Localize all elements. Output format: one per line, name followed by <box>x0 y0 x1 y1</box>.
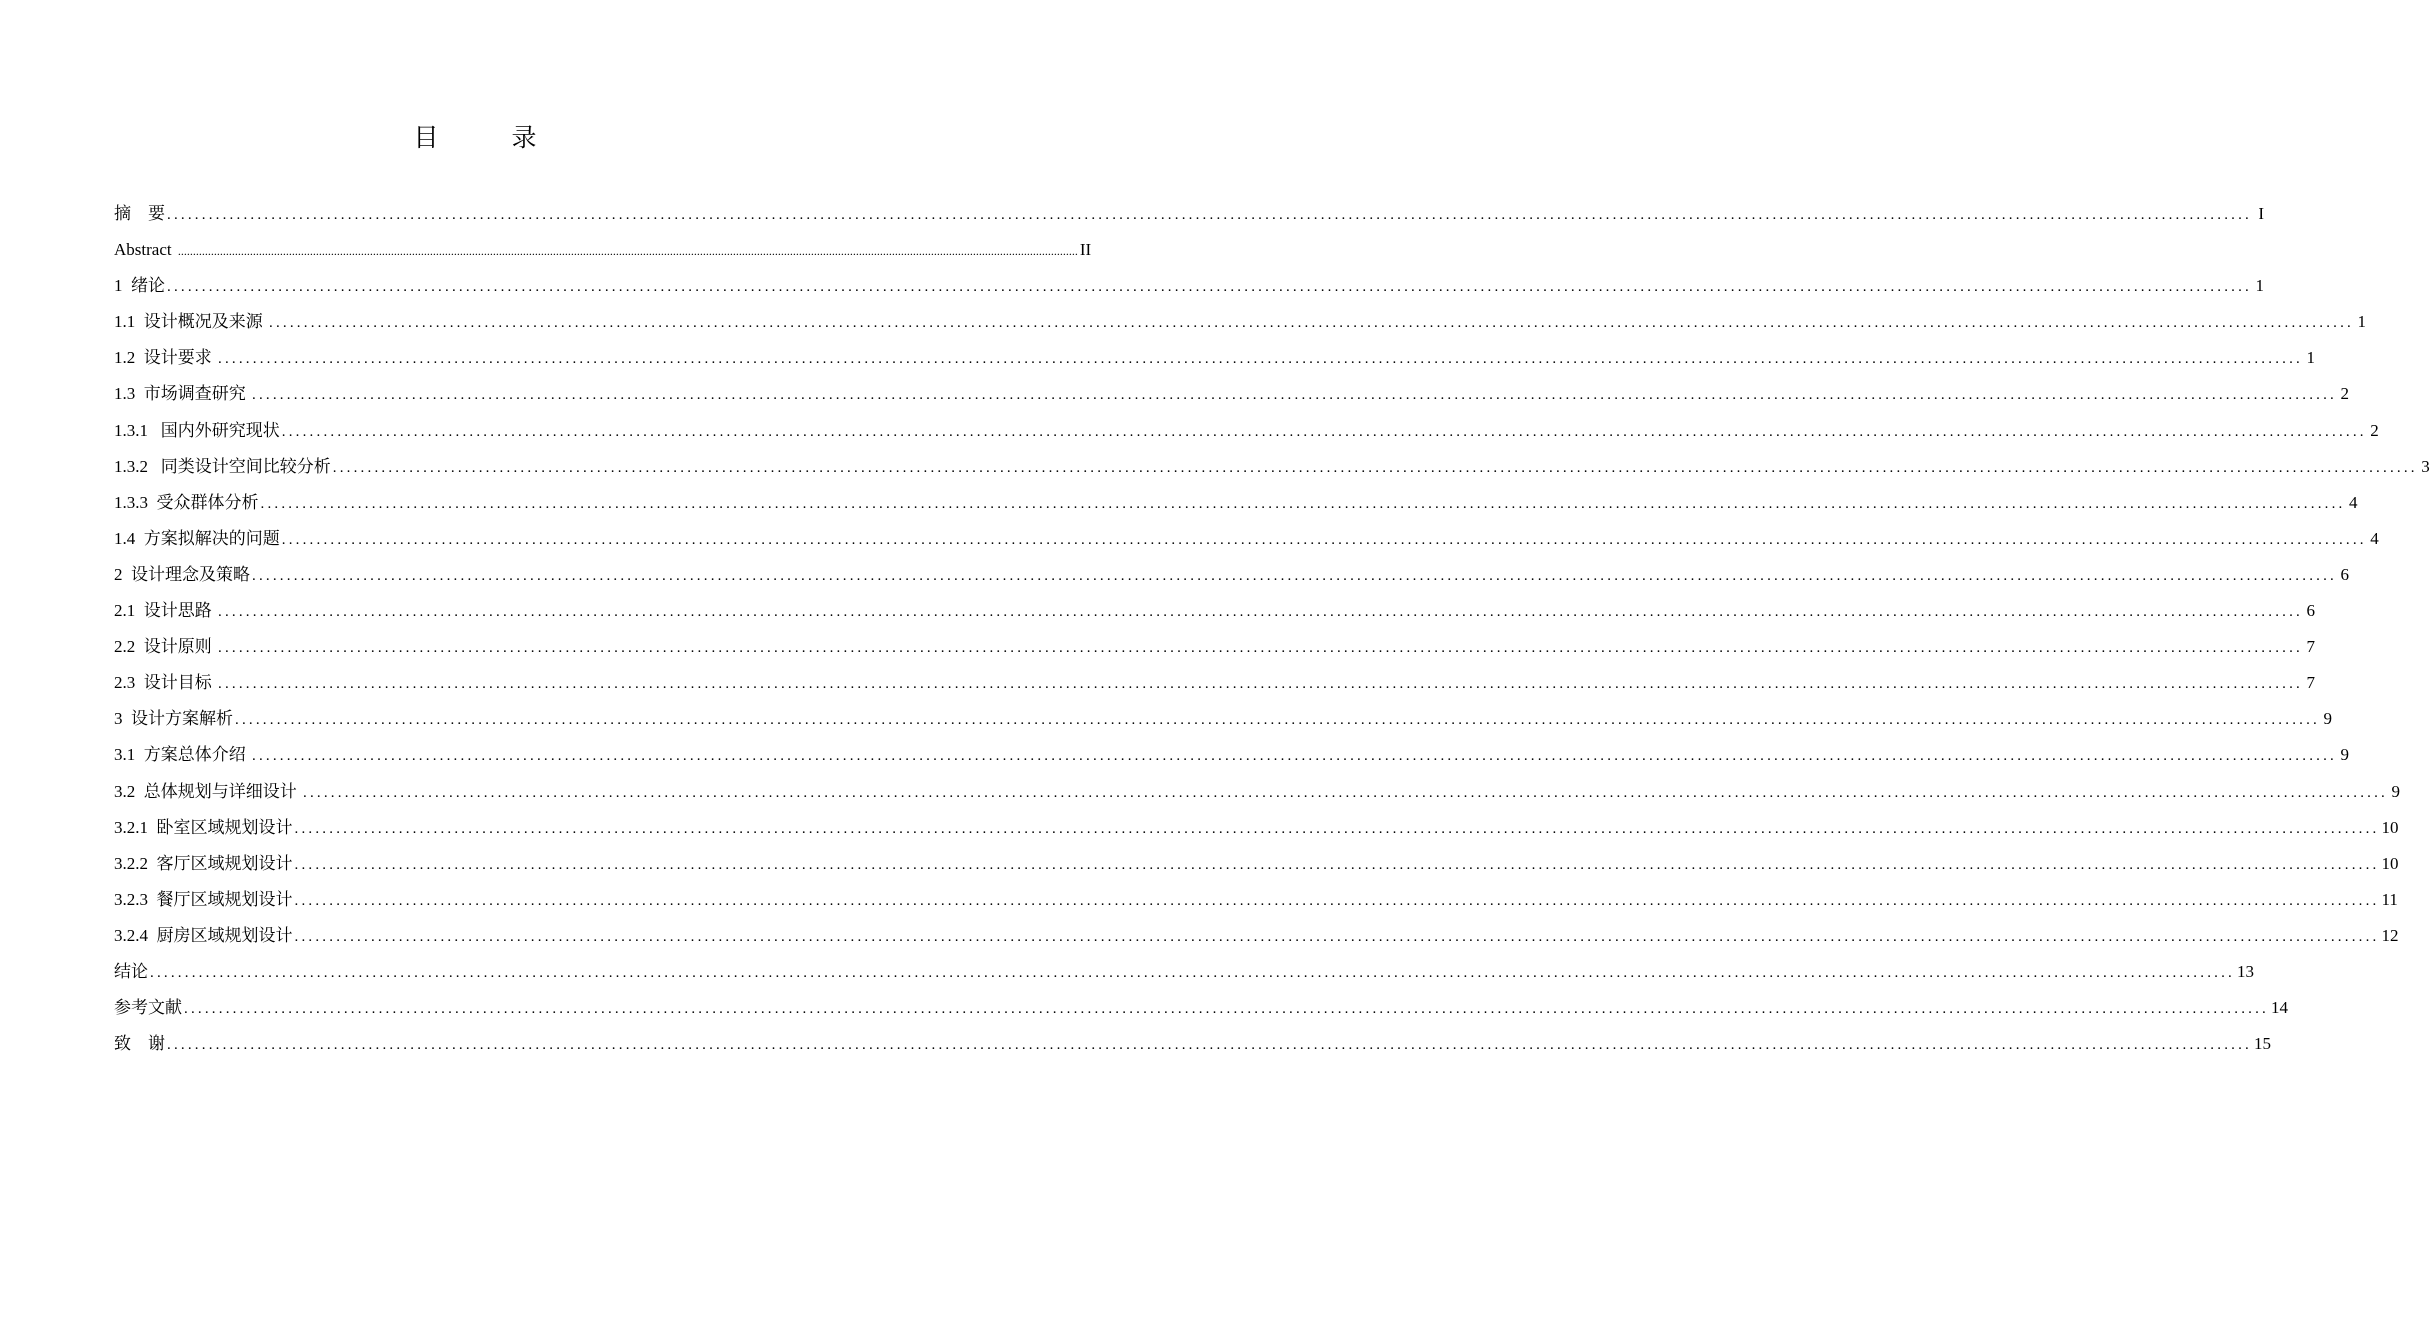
toc-entry[interactable] <box>114 954 2254 990</box>
toc-entry[interactable] <box>114 232 1092 268</box>
toc-leader-dots: ............................................................................................................................................................................................................................................................................................................ <box>294 928 2380 945</box>
toc-leader-dots: ............................................................................................................................................................................................................................................................................................................ <box>269 315 2354 332</box>
toc-entry[interactable] <box>114 629 2315 665</box>
toc-entry-page: 9 <box>2340 745 2349 765</box>
toc-leader-dots: ............................................................................................................................................................................................................................................................................................................ <box>167 1037 2252 1054</box>
toc-entry-page: 9 <box>2391 781 2400 801</box>
toc-entry[interactable] <box>114 521 2379 557</box>
toc-entry-page: II <box>1079 240 1092 260</box>
toc-entry-page: 2 <box>2340 384 2349 404</box>
toc-entry[interactable] <box>114 665 2315 701</box>
toc-entry-page: 3 <box>2421 456 2430 476</box>
toc-leader-dots: ............................................................................................................................................................................................................................................................................................................ <box>294 856 2380 873</box>
toc-entry[interactable] <box>114 810 2399 846</box>
toc-entry[interactable] <box>114 340 2315 376</box>
toc-entry-label: 摘 要 <box>114 204 165 223</box>
toc-entry[interactable] <box>114 593 2315 629</box>
toc-entry-label: 1.2 设计要求 <box>114 348 216 368</box>
toc-entry[interactable] <box>114 774 2400 810</box>
toc-leader-dots: ............................................................................................................................................................................................................................................................................................................ <box>294 820 2380 837</box>
toc-entry-label: 结论 <box>114 961 148 981</box>
toc-entry-label: 2.1 设计思路 <box>114 601 216 621</box>
toc-entry-label: 3.2.1 卧室区域规划设计 <box>114 817 293 837</box>
toc-entry[interactable] <box>114 449 2430 485</box>
toc-leader-dots: ............................................................................................................................................................................................................................................................................................................ <box>294 892 2380 909</box>
toc-leader-dots: ............................................................................................................................................................................................................................................................................................................ <box>150 964 2235 981</box>
toc-entry-label: 3.2.2 客厅区域规划设计 <box>114 853 293 873</box>
toc-entry-page: 1 <box>2306 348 2315 368</box>
toc-entry[interactable] <box>114 304 2366 340</box>
toc-entry-label: 2.3 设计目标 <box>114 673 216 693</box>
toc-entry-label: 3 设计方案解析 <box>114 709 233 729</box>
toc-entry-page: I <box>2258 204 2264 223</box>
toc-entry-label: 2.2 设计原则 <box>114 637 216 657</box>
toc-entry-page: 10 <box>2381 853 2399 873</box>
toc-entry-page: 7 <box>2306 637 2315 657</box>
toc-entry[interactable] <box>114 557 2349 593</box>
toc-leader-dots: ............................................................................................................................................................................................................................................................................................................ <box>303 784 2388 801</box>
toc-entry-label: 1.3.3 受众群体分析 <box>114 492 259 512</box>
toc-leader-dots: ............................................................................................................................................................................................................................................................................................................ <box>281 531 2367 548</box>
toc-entry-page: 4 <box>2370 528 2379 548</box>
toc-entry-page: 13 <box>2237 961 2254 981</box>
toc-entry-page: 10 <box>2381 817 2399 837</box>
toc-entry-label: 致 谢 <box>114 1034 165 1054</box>
toc-entry-label: 2 设计理念及策略 <box>114 564 250 584</box>
toc-entry[interactable] <box>114 268 2264 304</box>
toc-entry-page: 12 <box>2381 925 2399 945</box>
toc-entry-label: 3.1 方案总体介绍 <box>114 745 250 765</box>
toc-entry-label: 3.2 总体规划与详细设计 <box>114 781 301 801</box>
toc-entry[interactable] <box>114 882 2398 918</box>
toc-entry-page: 6 <box>2306 601 2315 621</box>
toc-entry-page: 11 <box>2381 889 2398 909</box>
toc-leader-dots: ............................................................................................................................................................................................................................................................................................................ <box>167 207 2252 223</box>
toc-entry-label: 1.3 市场调查研究 <box>114 384 250 404</box>
toc-entry[interactable] <box>114 990 2288 1026</box>
toc-entry[interactable] <box>114 1026 2271 1062</box>
toc-entry-page: 6 <box>2340 564 2349 584</box>
toc-entry-page: 2 <box>2370 420 2379 440</box>
toc-leader-dots: ............................................................................................................................................................................................................................................................................................................ <box>218 351 2303 368</box>
toc-entry-label: 1 绪论 <box>114 276 165 296</box>
toc-entry-label: 1.4 方案拟解决的问题 <box>114 528 280 548</box>
toc-entry-label: 3.2.4 厨房区域规划设计 <box>114 925 293 945</box>
toc-list <box>114 196 2430 1062</box>
toc-entry-label: 3.2.3 餐厅区域规划设计 <box>114 889 293 909</box>
toc-leader-dots: ............................................................................................................................................................................................................................................................................................................ <box>177 244 1078 259</box>
toc-entry-page: 4 <box>2349 492 2358 512</box>
toc-entry-label: Abstract <box>114 240 176 260</box>
toc-entry-label: 1.1 设计概况及来源 <box>114 312 267 332</box>
toc-entry-label: 1.3.1 国内外研究现状 <box>114 420 280 440</box>
toc-entry-page: 1 <box>2255 276 2264 296</box>
toc-entry-page: 1 <box>2357 312 2366 332</box>
toc-entry-page: 7 <box>2306 673 2315 693</box>
toc-leader-dots: ............................................................................................................................................................................................................................................................................................................ <box>252 748 2337 765</box>
toc-entry[interactable] <box>114 846 2399 882</box>
toc-entry[interactable] <box>114 701 2332 737</box>
toc-leader-dots: ............................................................................................................................................................................................................................................................................................................ <box>332 459 2418 476</box>
toc-leader-dots: ............................................................................................................................................................................................................................................................................................................ <box>281 423 2367 440</box>
toc-entry[interactable] <box>114 196 2264 232</box>
toc-leader-dots: ............................................................................................................................................................................................................................................................................................................ <box>218 640 2303 657</box>
toc-entry[interactable] <box>114 413 2379 449</box>
toc-leader-dots: ............................................................................................................................................................................................................................................................................................................ <box>167 279 2252 296</box>
toc-entry-page: 15 <box>2254 1034 2271 1054</box>
toc-leader-dots: ............................................................................................................................................................................................................................................................................................................ <box>218 604 2303 621</box>
toc-entry-label: 1.3.2 同类设计空间比较分析 <box>114 456 331 476</box>
toc-entry[interactable] <box>114 376 2349 412</box>
toc-entry-page: 14 <box>2271 998 2288 1018</box>
toc-leader-dots: ............................................................................................................................................................................................................................................................................................................ <box>184 1001 2269 1018</box>
toc-entry-page: 9 <box>2323 709 2332 729</box>
toc-entry[interactable] <box>114 918 2399 954</box>
toc-leader-dots: ............................................................................................................................................................................................................................................................................................................ <box>260 495 2346 512</box>
toc-title: 目 录 <box>413 123 561 152</box>
toc-leader-dots: ............................................................................................................................................................................................................................................................................................................ <box>235 712 2320 729</box>
toc-entry-label: 参考文献 <box>114 998 182 1018</box>
toc-entry[interactable] <box>114 485 2358 521</box>
toc-leader-dots: ............................................................................................................................................................................................................................................................................................................ <box>218 676 2303 693</box>
toc-entry[interactable] <box>114 737 2349 773</box>
toc-leader-dots: ............................................................................................................................................................................................................................................................................................................ <box>252 387 2337 404</box>
toc-leader-dots: ............................................................................................................................................................................................................................................................................................................ <box>252 567 2337 584</box>
